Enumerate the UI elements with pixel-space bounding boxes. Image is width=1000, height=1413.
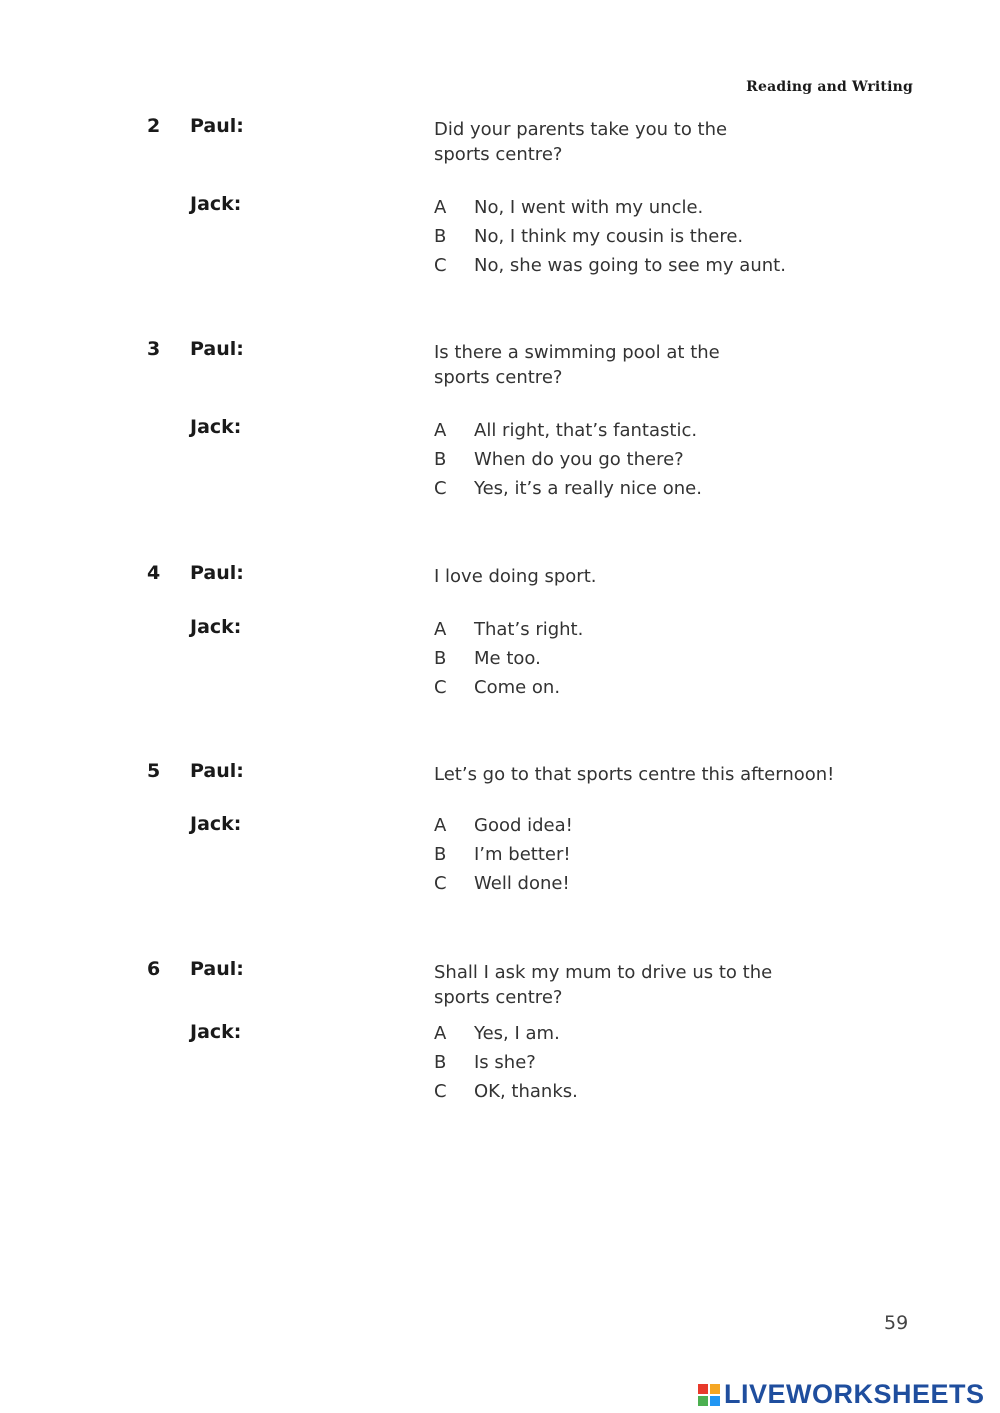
option-b[interactable] xyxy=(434,842,894,871)
prompt-line: Did your parents take you to the xyxy=(434,119,728,140)
option-letter: C xyxy=(434,873,447,894)
option-a[interactable] xyxy=(434,1021,894,1050)
option-text: Yes, I am. xyxy=(474,1023,560,1044)
question-number: 6 xyxy=(147,958,161,980)
answer-options xyxy=(434,617,894,704)
option-text: I’m better! xyxy=(474,844,571,865)
option-text: Yes, it’s a really nice one. xyxy=(474,478,702,499)
prompt-line: sports centre? xyxy=(434,367,563,388)
option-text: Come on. xyxy=(474,677,561,698)
option-text: Me too. xyxy=(474,648,541,669)
logo-square xyxy=(710,1384,720,1394)
prompt-line: sports centre? xyxy=(434,144,563,165)
option-letter: A xyxy=(434,619,447,640)
option-letter: B xyxy=(434,1052,447,1073)
option-letter: C xyxy=(434,677,447,698)
prompt-line: I love doing sport. xyxy=(434,566,597,587)
option-text: OK, thanks. xyxy=(474,1081,578,1102)
answer-options xyxy=(434,813,894,900)
paul-prompt xyxy=(434,117,854,167)
option-letter: B xyxy=(434,844,447,865)
paul-prompt xyxy=(434,340,854,390)
question-2 xyxy=(0,115,1000,305)
speaker-jack: Jack: xyxy=(190,616,242,638)
speaker-paul: Paul: xyxy=(190,115,244,137)
option-b[interactable] xyxy=(434,224,894,253)
speaker-paul: Paul: xyxy=(190,562,244,584)
option-text: When do you go there? xyxy=(474,449,684,470)
prompt-line: Shall I ask my mum to drive us to the xyxy=(434,962,773,983)
option-c[interactable] xyxy=(434,871,894,900)
paul-prompt xyxy=(434,564,854,589)
paul-prompt xyxy=(434,960,854,1010)
option-letter: A xyxy=(434,1023,447,1044)
page-number: 59 xyxy=(884,1312,909,1334)
speaker-jack: Jack: xyxy=(190,416,242,438)
prompt-line: Let’s go to that sports centre this afternoon! xyxy=(434,764,835,785)
option-text: No, she was going to see my aunt. xyxy=(474,255,786,276)
question-number: 4 xyxy=(147,562,161,584)
speaker-jack: Jack: xyxy=(190,813,242,835)
prompt-line: Is there a swimming pool at the xyxy=(434,342,720,363)
option-a[interactable] xyxy=(434,195,894,224)
option-text: No, I think my cousin is there. xyxy=(474,226,744,247)
section-header: Reading and Writing xyxy=(746,79,913,95)
paul-prompt xyxy=(434,762,854,787)
option-text: No, I went with my uncle. xyxy=(474,197,704,218)
option-a[interactable] xyxy=(434,813,894,842)
option-letter: B xyxy=(434,226,447,247)
speaker-paul: Paul: xyxy=(190,760,244,782)
speaker-jack: Jack: xyxy=(190,1021,242,1043)
option-text: Good idea! xyxy=(474,815,573,836)
prompt-line: sports centre? xyxy=(434,987,563,1008)
liveworksheets-watermark[interactable] xyxy=(698,1379,985,1410)
question-6 xyxy=(0,958,1000,1148)
option-text: All right, that’s fantastic. xyxy=(474,420,698,441)
option-a[interactable] xyxy=(434,617,894,646)
option-text: That’s right. xyxy=(474,619,584,640)
option-b[interactable] xyxy=(434,447,894,476)
speaker-paul: Paul: xyxy=(190,958,244,980)
question-number: 3 xyxy=(147,338,161,360)
question-3 xyxy=(0,338,1000,528)
logo-square xyxy=(710,1396,720,1406)
speaker-jack: Jack: xyxy=(190,193,242,215)
logo-square xyxy=(698,1396,708,1406)
option-letter: B xyxy=(434,449,447,470)
answer-options xyxy=(434,1021,894,1108)
option-letter: A xyxy=(434,815,447,836)
answer-options xyxy=(434,195,894,282)
option-c[interactable] xyxy=(434,253,894,282)
option-letter: C xyxy=(434,478,447,499)
option-text: Is she? xyxy=(474,1052,536,1073)
question-number: 5 xyxy=(147,760,161,782)
option-text: Well done! xyxy=(474,873,570,894)
option-b[interactable] xyxy=(434,1050,894,1079)
option-letter: C xyxy=(434,255,447,276)
question-4 xyxy=(0,562,1000,752)
liveworksheets-logo-icon xyxy=(698,1384,720,1406)
question-5 xyxy=(0,760,1000,950)
speaker-paul: Paul: xyxy=(190,338,244,360)
option-letter: A xyxy=(434,197,447,218)
question-number: 2 xyxy=(147,115,161,137)
answer-options xyxy=(434,418,894,505)
option-letter: C xyxy=(434,1081,447,1102)
option-c[interactable] xyxy=(434,476,894,505)
logo-square xyxy=(698,1384,708,1394)
option-b[interactable] xyxy=(434,646,894,675)
option-a[interactable] xyxy=(434,418,894,447)
option-letter: A xyxy=(434,420,447,441)
option-c[interactable] xyxy=(434,1079,894,1108)
option-letter: B xyxy=(434,648,447,669)
watermark-text: LIVEWORKSHEETS xyxy=(724,1379,985,1409)
option-c[interactable] xyxy=(434,675,894,704)
